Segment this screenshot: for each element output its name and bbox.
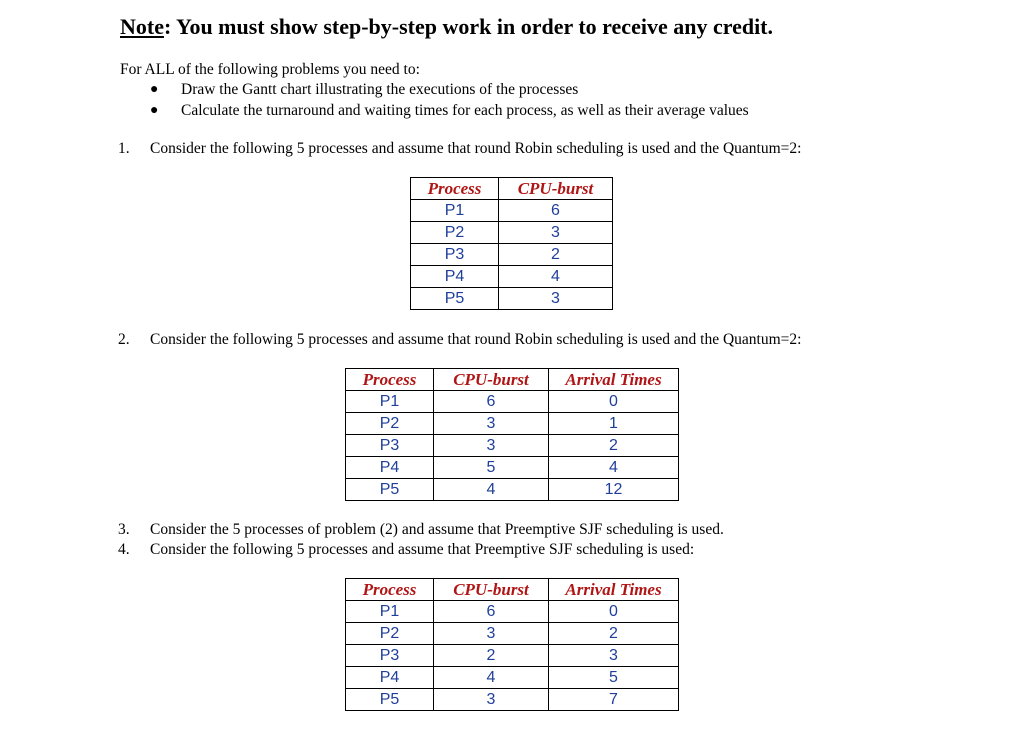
note-heading — [120, 14, 773, 40]
table-row — [346, 623, 679, 645]
table-header-row — [346, 579, 679, 601]
arrival-cell: 0 — [549, 391, 679, 413]
process-cell: P4 — [346, 667, 434, 689]
problem-number: 4. — [118, 541, 130, 558]
process-cell: P1 — [346, 391, 434, 413]
process-cell: P3 — [411, 244, 499, 266]
process-cell: P2 — [411, 222, 499, 244]
table-header-process: Process — [346, 579, 434, 601]
table-header-arrival-times: Arrival Times — [549, 369, 679, 391]
burst-cell: 6 — [434, 601, 549, 623]
arrival-cell: 0 — [549, 601, 679, 623]
table-header-cpu-burst: CPU-burst — [434, 369, 549, 391]
problem-2-text: Consider the following 5 processes and assume that round Robin scheduling is used and the Quantum=2: — [150, 331, 802, 348]
burst-cell: 3 — [434, 435, 549, 457]
table-row — [346, 667, 679, 689]
table-header-row — [411, 178, 613, 200]
process-cell: P2 — [346, 413, 434, 435]
table-row — [346, 479, 679, 501]
table-header-process: Process — [346, 369, 434, 391]
process-table-3 — [345, 578, 679, 711]
intro-text: For ALL of the following problems you need to: — [120, 61, 420, 78]
problem-4-text: Consider the following 5 processes and assume that Preemptive SJF scheduling is used: — [150, 541, 695, 558]
arrival-cell: 3 — [549, 645, 679, 667]
burst-cell: 6 — [434, 391, 549, 413]
burst-cell: 2 — [499, 244, 613, 266]
table-row — [346, 601, 679, 623]
note-label: Note — [120, 14, 164, 39]
process-cell: P2 — [346, 623, 434, 645]
process-cell: P1 — [411, 200, 499, 222]
burst-cell: 3 — [434, 413, 549, 435]
problem-1-text: Consider the following 5 processes and assume that round Robin scheduling is used and the Quantum=2: — [150, 140, 802, 157]
arrival-cell: 5 — [549, 667, 679, 689]
table-header-process: Process — [411, 178, 499, 200]
process-cell: P5 — [346, 479, 434, 501]
table-row — [411, 288, 613, 310]
table-row — [411, 244, 613, 266]
table-header-cpu-burst: CPU-burst — [499, 178, 613, 200]
bullet-item-times: Calculate the turnaround and waiting times for each process, as well as their average values — [181, 102, 749, 119]
table-row — [346, 457, 679, 479]
burst-cell: 4 — [499, 266, 613, 288]
problem-number: 1. — [118, 140, 130, 157]
process-cell: P1 — [346, 601, 434, 623]
process-table-1 — [410, 177, 613, 310]
bullet-item-gantt: Draw the Gantt chart illustrating the executions of the processes — [181, 81, 579, 98]
table-header-row — [346, 369, 679, 391]
table-row — [411, 222, 613, 244]
process-table-2 — [345, 368, 679, 501]
table-row — [346, 413, 679, 435]
arrival-cell: 4 — [549, 457, 679, 479]
arrival-cell: 7 — [549, 689, 679, 711]
table-header-arrival-times: Arrival Times — [549, 579, 679, 601]
burst-cell: 2 — [434, 645, 549, 667]
process-cell: P3 — [346, 645, 434, 667]
burst-cell: 5 — [434, 457, 549, 479]
table-row — [411, 266, 613, 288]
bullet-marker: ● — [150, 82, 159, 97]
table-row — [346, 391, 679, 413]
table-row — [346, 645, 679, 667]
bullet-marker: ● — [150, 103, 159, 118]
burst-cell: 4 — [434, 479, 549, 501]
process-cell: P4 — [411, 266, 499, 288]
arrival-cell: 2 — [549, 435, 679, 457]
burst-cell: 3 — [499, 222, 613, 244]
arrival-cell: 12 — [549, 479, 679, 501]
process-cell: P5 — [346, 689, 434, 711]
problem-number: 2. — [118, 331, 130, 348]
process-cell: P3 — [346, 435, 434, 457]
table-header-cpu-burst: CPU-burst — [434, 579, 549, 601]
table-row — [411, 200, 613, 222]
burst-cell: 3 — [434, 689, 549, 711]
burst-cell: 3 — [434, 623, 549, 645]
process-cell: P4 — [346, 457, 434, 479]
table-row — [346, 689, 679, 711]
note-text: : You must show step-by-step work in order to receive any credit. — [163, 14, 774, 39]
arrival-cell: 2 — [549, 623, 679, 645]
problem-number: 3. — [118, 521, 130, 538]
burst-cell: 4 — [434, 667, 549, 689]
table-row — [346, 435, 679, 457]
burst-cell: 6 — [499, 200, 613, 222]
arrival-cell: 1 — [549, 413, 679, 435]
burst-cell: 3 — [499, 288, 613, 310]
process-cell: P5 — [411, 288, 499, 310]
problem-3-text: Consider the 5 processes of problem (2) and assume that Preemptive SJF scheduling is used. — [150, 521, 724, 538]
